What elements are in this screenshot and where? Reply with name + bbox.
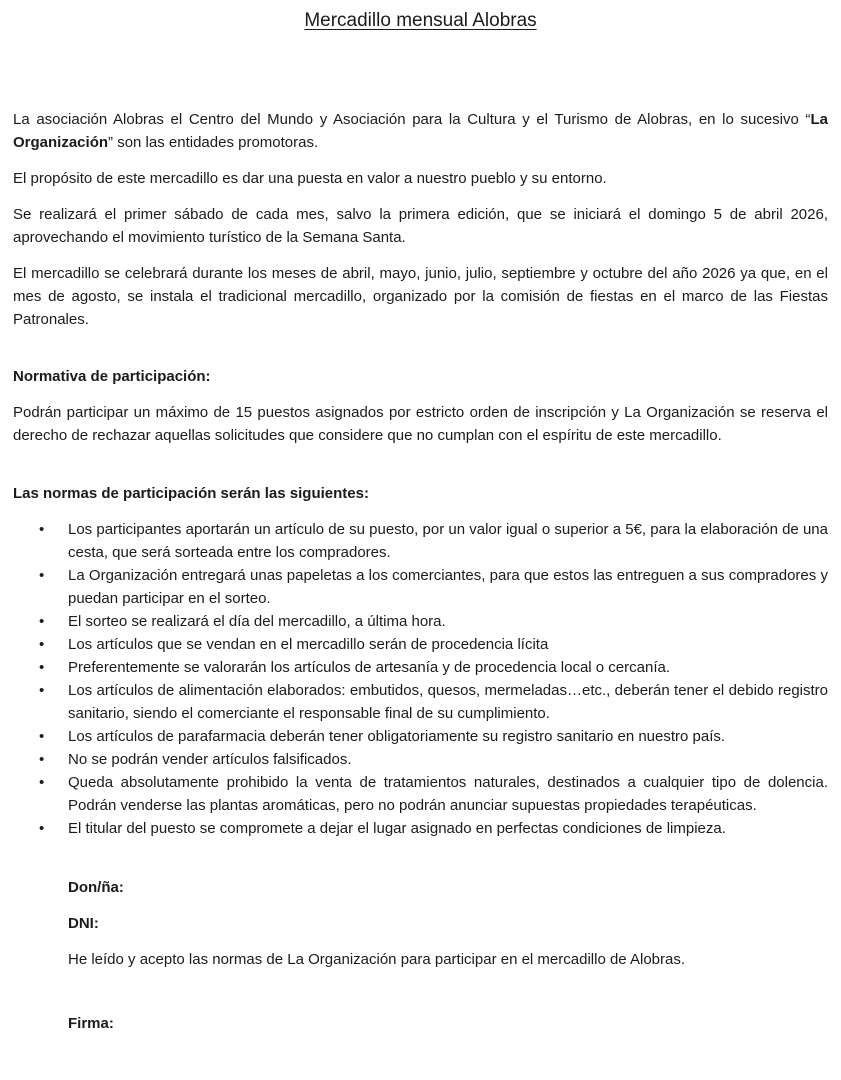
rule-item-5: • Preferentemente se valorarán los artículos de artesanía y de procedencia local o cercanía.: [68, 656, 828, 679]
paragraph-promoters: [13, 108, 828, 154]
signature-field-label: Firma:: [68, 1015, 114, 1032]
rules-list: [13, 518, 828, 840]
name-field-label: Don/ña:: [68, 879, 124, 896]
rule-item-1: • Los participantes aportarán un artículo de su puesto, por un valor igual o superior a 5€, para la elaboración de una cesta, que será sorteada entre los compradores.: [68, 518, 828, 564]
rule-item-3: • El sorteo se realizará el día del mercadillo, a última hora.: [68, 610, 828, 633]
dni-field-label: DNI:: [68, 915, 99, 932]
paragraph-normativa-body: Podrán participar un máximo de 15 puestos asignados por estricto orden de inscripción y La Organización se reserva el derecho de rechazar aquellas solicitudes que considere que no cumplan con el espíritu de este mercadillo.: [13, 404, 828, 444]
rule-item-7: • Los artículos de parafarmacia deberán tener obligatoriamente su registro sanitario en nuestro país.: [68, 725, 828, 748]
heading-normas: Las normas de participación serán las siguientes:: [13, 485, 369, 502]
document-title: Mercadillo mensual Alobras: [304, 10, 537, 31]
signup-form-section: [68, 876, 828, 1035]
paragraph-schedule: Se realizará el primer sábado de cada mes, salvo la primera edición, que se iniciará el domingo 5 de abril 2026, aprovechando el movimiento turístico de la Semana Santa.: [13, 206, 828, 246]
paragraph-months: El mercadillo se celebrará durante los meses de abril, mayo, junio, julio, septiembre y octubre del año 2026 ya que, en el mes de agosto, se instala el tradicional mercadillo, organizado por la comisión de fiestas en el marco de las Fiestas Patronales.: [13, 265, 828, 328]
acceptance-statement: He leído y acepto las normas de La Organización para participar en el mercadillo de Alobras.: [68, 951, 686, 968]
rule-item-10: • El titular del puesto se compromete a dejar el lugar asignado en perfectas condiciones de limpieza.: [68, 817, 828, 840]
rule-item-6: • Los artículos de alimentación elaborados: embutidos, quesos, mermeladas…etc., deberán tener el debido registro sanitario, siendo el comerciante el responsable final de su cumplimiento.: [68, 679, 828, 725]
rule-item-9: • Queda absolutamente prohibido la venta de tratamientos naturales, destinados a cualquier tipo de dolencia. Podrán venderse las plantas aromáticas, pero no podrán anunciar supuestas propiedades terapéuticas.: [68, 771, 828, 817]
paragraph-purpose: El propósito de este mercadillo es dar una puesta en valor a nuestro pueblo y su entorno.: [13, 170, 607, 187]
rule-item-8: • No se podrán vender artículos falsificados.: [68, 748, 828, 771]
heading-normativa: Normativa de participación:: [13, 368, 211, 385]
organization-name-bold: La Organización: [13, 111, 828, 151]
promoters-text-before: La asociación Alobras el Centro del Mundo y Asociación para la Cultura y el Turismo de Alobras, en lo sucesivo “: [13, 111, 811, 128]
promoters-text-after: ” son las entidades promotoras.: [108, 134, 319, 151]
rule-item-2: • La Organización entregará unas papeletas a los comerciantes, para que estos las entreguen a sus compradores y puedan participar en el sorteo.: [68, 564, 828, 610]
rule-item-4: • Los artículos que se vendan en el mercadillo serán de procedencia lícita: [68, 633, 828, 656]
